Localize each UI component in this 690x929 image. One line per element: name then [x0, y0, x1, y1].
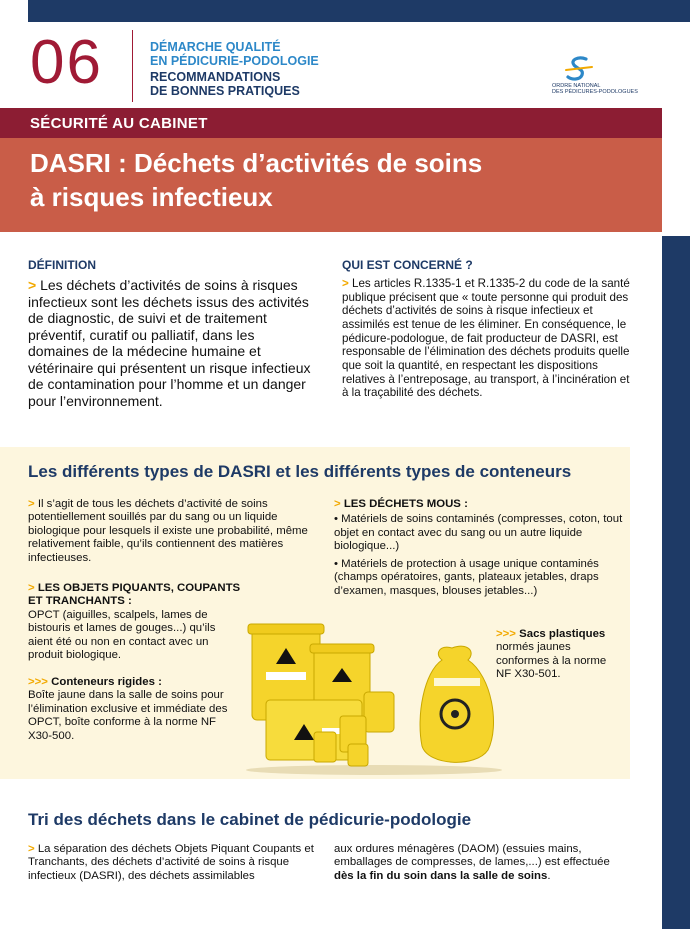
rigides-block: >>> Conteneurs rigides : Boîte jaune dans la salle de soins pour l’élimination exclusive et immédiate des OPCT, boîte conforme à la norme NF X30-500.: [28, 676, 228, 742]
logo-s-icon: [564, 56, 594, 82]
concerned-label: QUI EST CONCERNÉ ?: [342, 258, 473, 272]
tri-title: Tri des déchets dans le cabinet de pédicurie-podologie: [28, 810, 472, 829]
tri-text-right: aux ordures ménagères (DAOM) (essuies mains, emballages de compresses, de lames,...) est effectuée dès la fin du soin dans la salle de soins.: [334, 843, 610, 882]
types-title: Les différents types de DASRI et les différents types de conteneurs: [28, 462, 572, 481]
header-title: RECOMMANDATIONS DE BONNES PRATIQUES: [150, 70, 300, 98]
section-bar: SÉCURITÉ AU CABINET: [0, 108, 662, 138]
tri-text-left: > La séparation des déchets Objets Piquant Coupants et Tranchants, des déchets d’activité de soins à risque infectieux (DASRI), des déchets assimilables: [28, 843, 314, 882]
definition-text: > Les déchets d’activités de soins à risques infectieux sont les déchets issus des activités de diagnostic, de suivi et de traitement préventif, curatif ou palliatif, dans les domaines de la médecine humaine et vétérinaire qui présentent un risque infectieux de contamination pour l’homme et un danger pour l’environnement.: [28, 277, 311, 409]
chapter-number: 06: [30, 28, 103, 97]
definition-label: DÉFINITION: [28, 258, 96, 272]
mous-block: > LES DÉCHETS MOUS : • Matériels de soins contaminés (compresses, coton, tout objet en contact avec du sang ou un autre liquide biologique...) • Matériels de protection à usage unique contaminés (champs opératoires, gants, plateaux jetables, draps d’examen, masques, blouses jetables...): [334, 498, 623, 597]
sacs-block: >>> Sacs plastiques normés jaunes conformes à la norme NF X30-501.: [496, 628, 607, 681]
header-separator: [132, 30, 133, 102]
dasri-containers-illustration: [244, 620, 508, 776]
header-subtitle: DÉMARCHE QUALITÉ EN PÉDICURIE-PODOLOGIE: [150, 40, 319, 68]
piquants-block: > LES OBJETS PIQUANTS, COUPANTS ET TRANCHANTS : OPCT (aiguilles, scalpels, lames de bistouris et lames de gouges...) qu’ils aient été ou non en contact avec un produit biologique.: [28, 582, 241, 662]
right-edge: [662, 236, 690, 929]
types-intro: > Il s’agit de tous les déchets d’activité de soins potentiellement souillés par du sang ou un liquide biologique pour lesquels il existe une probabilité, même relativement faible, qu’ils contiennent des matières infectieuses.: [28, 498, 308, 564]
concerned-text: > Les articles R.1335-1 et R.1335-2 du code de la santé publique précisent que « toute personne qui produit des déchets d’activités de soins à risque infectieux et assimilés est tenue de les éliminer. En conséquence, le pédicure-podologue, de fait producteur de DASRI, est responsable de l’élimination des déchets produits quelle que soit la quantité, en respectant les dispositions relatives à l’entreposage, au transport, à l’incinération et à la traçabilité des déchets.: [342, 277, 630, 400]
top-edge: [0, 0, 690, 22]
ordre-logo: ORDRE NATIONAL DES PÉDICURES-PODOLOGUES: [552, 56, 652, 96]
page-title: DASRI : Déchets d’activités de soins à risques infectieux: [30, 148, 483, 212]
